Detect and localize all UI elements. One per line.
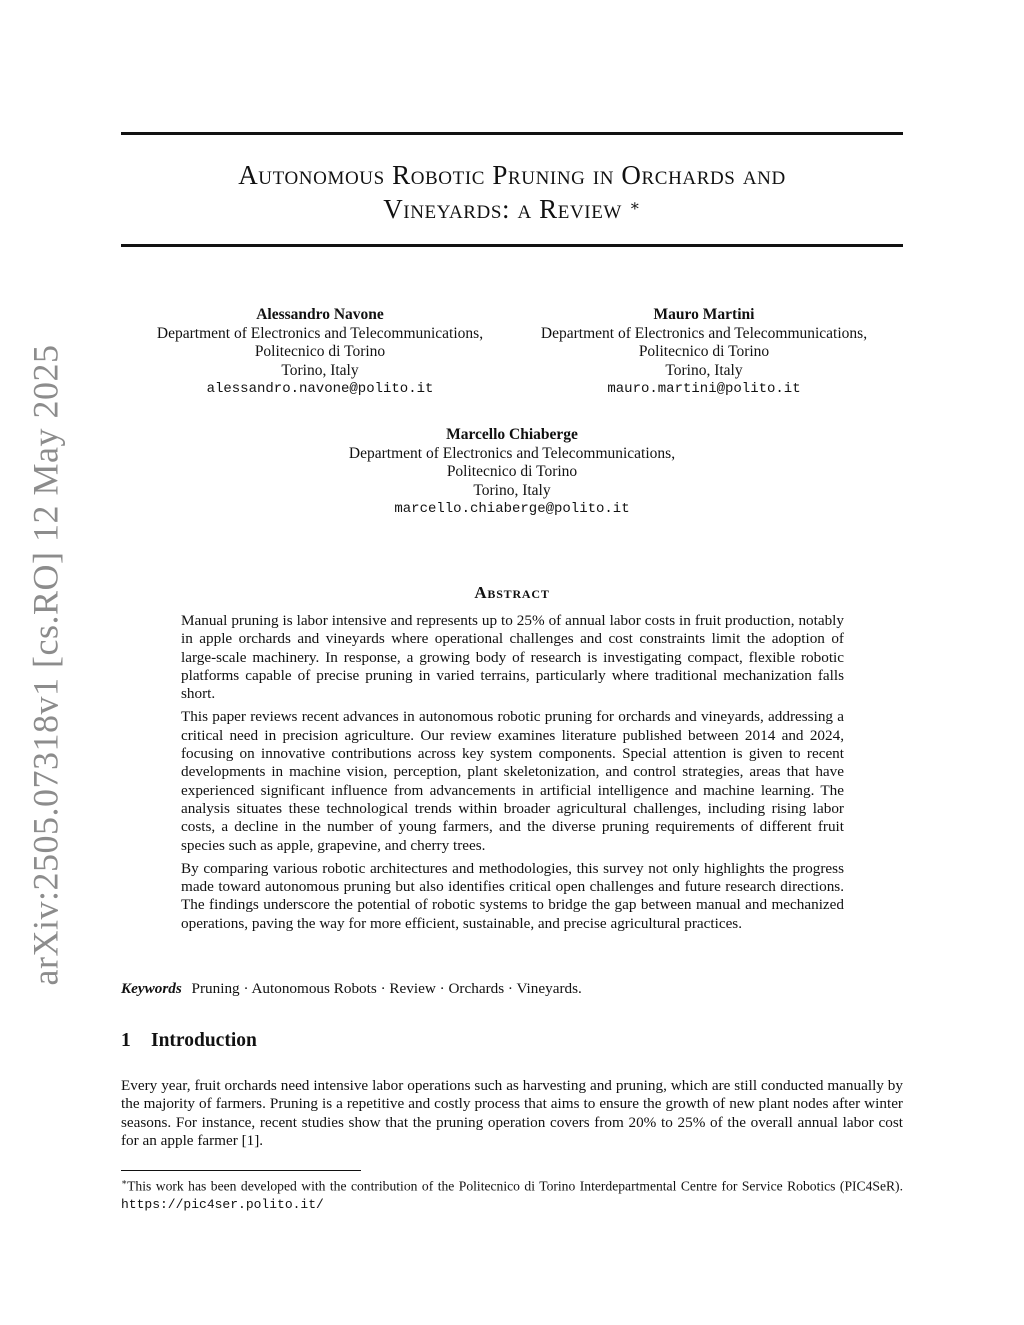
author-block bbox=[130, 306, 510, 399]
title-footnote-mark[interactable]: ∗ bbox=[629, 198, 641, 215]
author-block bbox=[312, 426, 712, 519]
abstract-body bbox=[181, 612, 844, 938]
abstract-paragraph: By comparing various robotic architectures and methodologies, this survey not only highlights the progress made toward autonomous pruning but also identifies critical open challenges and future research directions. The findings underscore the potential of robotic systems to bridge the gap between manual and mechanized operations, paving the way for more efficient, sustainable, and precise agricultural practices. bbox=[181, 859, 844, 932]
author-institution: Politecnico di Torino bbox=[638, 343, 770, 360]
keywords bbox=[121, 980, 582, 998]
author-email[interactable]: alessandro.navone@polito.it bbox=[206, 381, 434, 397]
author-department: Department of Electronics and Telecommunications, bbox=[540, 324, 868, 342]
footnote-rule bbox=[121, 1170, 361, 1171]
section-heading bbox=[121, 1030, 257, 1052]
section-title: Introduction bbox=[151, 1030, 257, 1051]
author-department: Department of Electronics and Telecommunications, bbox=[348, 444, 676, 462]
author-department: Department of Electronics and Telecommunications, bbox=[156, 324, 484, 342]
title-top-rule bbox=[121, 132, 903, 135]
introduction-paragraph: Every year, fruit orchards need intensive labor operations such as harvesting and pruning, which are still conducted manually by the majority of farmers. Pruning is a repetitive and costly process that aims to ensure the growth of new plant nodes after winter seasons. For instance, recent studies show that the pruning operation covers from 20% to 25% of the overall annual labor cost for an apple farmer [1]. bbox=[121, 1077, 903, 1150]
footnote bbox=[121, 1174, 903, 1213]
author-email[interactable]: marcello.chiaberge@polito.it bbox=[394, 501, 630, 517]
keywords-label: Keywords bbox=[121, 980, 182, 997]
author-name: Alessandro Navone bbox=[256, 306, 384, 323]
title-line-2: Vineyards: a Review ∗ bbox=[383, 194, 641, 224]
author-institution: Politecnico di Torino bbox=[446, 463, 578, 480]
author-name: Mauro Martini bbox=[653, 306, 755, 323]
abstract-paragraph: This paper reviews recent advances in autonomous robotic pruning for orchards and vineyards, addressing a critical need in precision agriculture. Our review examines literature published between 2014 and 2024, focusing on innovative contributions across key system components. Special attention is given to recent developments in machine vision, perception, plant skeletonization, and control strategies, areas that have experienced significant influence from advancements in artificial intelligence and machine learning. The analysis situates these technological trends within broader agricultural challenges, including rising labor costs, a decline in the number of young farmers, and the diverse pruning requirements of different fruit species such as apple, grapevine, and cherry trees. bbox=[181, 708, 844, 854]
arxiv-stamp bbox=[20, 344, 70, 986]
arxiv-identifier: arXiv:2505.07318v1 [cs.RO] 12 May 2025 bbox=[25, 344, 65, 986]
author-location: Torino, Italy bbox=[473, 481, 551, 499]
abstract-heading: Abstract bbox=[474, 583, 550, 602]
author-location: Torino, Italy bbox=[281, 361, 359, 379]
footnote-text: This work has been developed with the contribution of the Politecnico di Torino Interdepartmental Centre for Service Robotics (PIC4SeR). bbox=[127, 1178, 903, 1194]
author-email[interactable]: mauro.martini@polito.it bbox=[607, 381, 801, 397]
abstract-paragraph: Manual pruning is labor intensive and represents up to 25% of annual labor costs in fruit production, notably in apple orchards and vineyards where operational challenges and cost constraints limit the adoption of large-scale machinery. In response, a growing body of research is investigating compact, flexible robotic platforms capable of precise pruning in varied terrains, particularly where traditional mechanization falls short. bbox=[181, 612, 844, 703]
title-bottom-rule bbox=[121, 244, 903, 247]
author-location: Torino, Italy bbox=[665, 361, 743, 379]
keywords-list: Pruning · Autonomous Robots · Review · Orchards · Vineyards. bbox=[191, 980, 582, 997]
author-institution: Politecnico di Torino bbox=[254, 343, 386, 360]
title-line-1: Autonomous Robotic Pruning in Orchards and bbox=[238, 160, 786, 190]
section-number: 1 bbox=[121, 1030, 131, 1051]
footnote-mark: ∗ bbox=[121, 1177, 128, 1187]
author-block bbox=[514, 306, 894, 399]
footnote-link[interactable]: https://pic4ser.polito.it/ bbox=[121, 1196, 324, 1212]
paper-title bbox=[121, 158, 903, 226]
author-name: Marcello Chiaberge bbox=[446, 426, 578, 443]
